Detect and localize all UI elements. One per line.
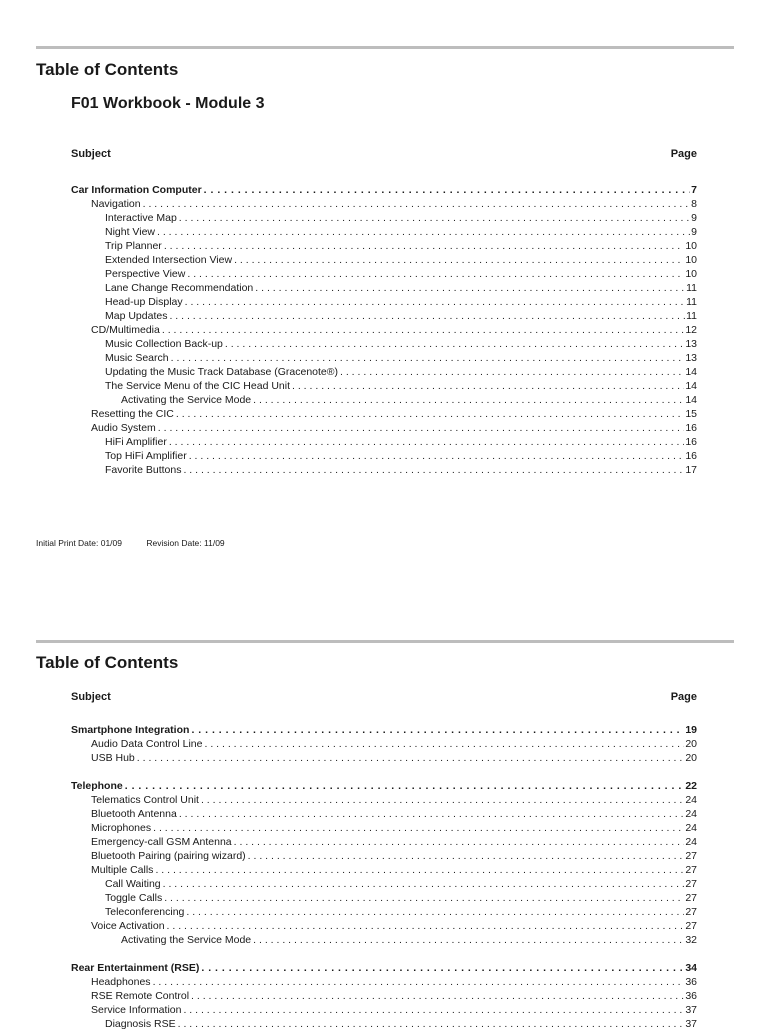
toc-entry-page: 16 — [685, 436, 697, 448]
toc-entry — [91, 835, 697, 849]
toc-entry-page: 14 — [685, 366, 697, 378]
dot-leader — [186, 906, 684, 919]
toc-entry — [91, 919, 697, 933]
toc-entry — [105, 1017, 697, 1031]
dot-leader — [162, 324, 684, 337]
toc-entry-label: Multiple Calls — [91, 864, 154, 876]
toc-entry-page: 27 — [685, 850, 697, 862]
top-rule — [36, 46, 734, 49]
toc-entry-page: 34 — [685, 962, 697, 974]
toc-entry-page: 24 — [685, 822, 697, 834]
toc-entry-label: Lane Change Recommendation — [105, 282, 254, 294]
toc-entry-page: 27 — [685, 878, 697, 890]
toc-entry-label: Voice Activation — [91, 920, 165, 932]
toc-entry — [105, 877, 697, 891]
dot-leader — [185, 296, 685, 309]
toc-entry-page: 36 — [685, 990, 697, 1002]
dot-leader — [169, 436, 684, 449]
toc-entry-label: Updating the Music Track Database (Gracenote®) — [105, 366, 339, 378]
toc-entry — [91, 989, 697, 1003]
toc-entry-label: Resetting the CIC — [91, 408, 174, 420]
toc-entry — [71, 961, 697, 975]
toc-entry — [105, 225, 697, 239]
toc-entry — [91, 737, 697, 751]
toc-entry-page: 37 — [685, 1004, 697, 1016]
toc-entry — [71, 183, 697, 197]
toc-entry-label: Call Waiting — [105, 878, 161, 890]
toc-entry-label: Diagnosis RSE — [105, 1018, 176, 1030]
toc-entry-page: 17 — [685, 464, 697, 476]
toc-entry-page: 14 — [685, 394, 697, 406]
toc-entry-page: 24 — [685, 836, 697, 848]
toc-entry-label: Map Updates — [105, 310, 168, 322]
dot-leader — [234, 836, 685, 849]
toc-title: Table of Contents — [36, 653, 179, 672]
toc-entry-label: Bluetooth Pairing (pairing wizard) — [91, 850, 246, 862]
toc-entry — [105, 281, 697, 295]
toc-entry-page: 10 — [685, 254, 697, 266]
toc-entry-page: 22 — [685, 780, 697, 792]
toc-entry — [105, 211, 697, 225]
toc-entry-page: 12 — [685, 324, 697, 336]
dot-leader — [164, 240, 685, 253]
toc-entry-page: 32 — [685, 934, 697, 946]
toc-entry-page: 27 — [685, 864, 697, 876]
dot-leader — [157, 226, 690, 239]
toc-entry-page: 11 — [686, 296, 697, 308]
dot-leader — [201, 794, 684, 807]
dot-leader — [153, 822, 684, 835]
toc-entry-page: 16 — [685, 450, 697, 462]
toc-entry-label: Favorite Buttons — [105, 464, 182, 476]
toc-entry-label: Service Information — [91, 1004, 182, 1016]
toc-entry-page: 11 — [686, 310, 697, 322]
subject-column-header: Subject — [71, 148, 111, 160]
toc-entry-page: 37 — [685, 1018, 697, 1030]
toc-entry-label: CD/Multimedia — [91, 324, 160, 336]
toc-entry — [105, 379, 697, 393]
toc-entry-page: 27 — [685, 920, 697, 932]
toc-entry — [105, 309, 697, 323]
toc-entry — [105, 905, 697, 919]
dot-leader — [143, 198, 691, 211]
toc-entry-label: RSE Remote Control — [91, 990, 190, 1002]
toc-entry — [105, 365, 697, 379]
toc-entry-page: 19 — [685, 724, 697, 736]
toc-entry-page: 27 — [685, 892, 697, 904]
toc-entry — [71, 723, 697, 737]
toc-entry-label: Navigation — [91, 198, 141, 210]
toc-entry-label: Music Collection Back-up — [105, 338, 223, 350]
dot-leader — [163, 878, 685, 891]
toc-entry-page: 11 — [686, 282, 697, 294]
dot-leader — [255, 282, 685, 295]
toc-entry — [91, 197, 697, 211]
dot-leader — [183, 1004, 684, 1017]
toc-entry-page: 14 — [685, 380, 697, 392]
dot-leader — [158, 422, 685, 435]
toc-entry-label: Activating the Service Mode — [121, 934, 252, 946]
toc-entry — [121, 393, 697, 407]
footer-dates — [36, 538, 247, 548]
toc-entry-page: 27 — [685, 906, 697, 918]
toc-entry-label: Night View — [105, 226, 155, 238]
toc-entry — [105, 239, 697, 253]
page-column-header: Page — [670, 691, 697, 703]
toc-entry — [91, 807, 697, 821]
toc-entry-page: 9 — [691, 226, 697, 238]
initial-print-date: Initial Print Date: 01/09 — [36, 538, 122, 548]
dot-leader — [292, 380, 684, 393]
toc-entry — [105, 253, 697, 267]
toc-entry — [91, 751, 697, 765]
toc-entry — [121, 933, 697, 947]
toc-entry-page: 15 — [685, 408, 697, 420]
dot-leader — [253, 394, 684, 407]
toc-entry-page: 24 — [685, 794, 697, 806]
toc-entry-page: 13 — [685, 352, 697, 364]
toc-entry — [91, 849, 697, 863]
toc-entry-label: Extended Intersection View — [105, 254, 233, 266]
toc-entry-page: 20 — [685, 738, 697, 750]
toc-entry — [91, 863, 697, 877]
toc-entry-label: Activating the Service Mode — [121, 394, 252, 406]
top-rule — [36, 640, 734, 643]
toc-entry-label: Interactive Map — [105, 212, 177, 224]
toc-entry-page: 24 — [685, 808, 697, 820]
toc-entry — [91, 975, 697, 989]
toc-title: Table of Contents — [36, 60, 179, 79]
dot-leader — [171, 352, 685, 365]
dot-leader — [234, 254, 684, 267]
dot-leader — [225, 338, 684, 351]
dot-leader — [178, 1018, 685, 1031]
toc-entry-label: Smartphone Integration — [71, 724, 190, 736]
dot-leader — [205, 738, 685, 751]
dot-leader — [340, 366, 684, 379]
toc-entry — [91, 793, 697, 807]
dot-leader — [189, 450, 685, 463]
dot-leader — [204, 184, 690, 197]
toc-entry — [105, 295, 697, 309]
toc-entry-page: 9 — [691, 212, 697, 224]
toc-entry-page: 8 — [691, 198, 697, 210]
toc-entry — [91, 1003, 697, 1017]
toc-entry — [105, 267, 697, 281]
dot-leader — [125, 780, 685, 793]
toc-entry-label: Telephone — [71, 780, 123, 792]
dot-leader — [164, 892, 684, 905]
dot-leader — [169, 310, 685, 323]
toc-entry-page: 13 — [685, 338, 697, 350]
dot-leader — [179, 212, 690, 225]
toc-entry-label: The Service Menu of the CIC Head Unit — [105, 380, 291, 392]
toc-entry-label: Car Information Computer — [71, 184, 202, 196]
toc-entry-label: Rear Entertainment (RSE) — [71, 962, 200, 974]
workbook-title: F01 Workbook - Module 3 — [71, 95, 265, 112]
toc-entry-page: 20 — [685, 752, 697, 764]
toc-entry — [105, 463, 697, 477]
page-column-header: Page — [670, 148, 697, 160]
toc-entry — [105, 351, 697, 365]
dot-leader — [191, 990, 684, 1003]
toc-entry-label: Microphones — [91, 822, 152, 834]
toc-entry — [105, 449, 697, 463]
toc-entry-label: Audio Data Control Line — [91, 738, 203, 750]
dot-leader — [248, 850, 685, 863]
toc-entry-label: Trip Planner — [105, 240, 162, 252]
toc-entry-label: Headphones — [91, 976, 151, 988]
toc-entry — [91, 821, 697, 835]
dot-leader — [253, 934, 684, 947]
toc-entry-label: Head-up Display — [105, 296, 183, 308]
dot-leader — [153, 976, 685, 989]
toc-entry-label: Perspective View — [105, 268, 186, 280]
toc-entry-label: Bluetooth Antenna — [91, 808, 177, 820]
toc-entry — [91, 407, 697, 421]
toc-entry-page: 36 — [685, 976, 697, 988]
dot-leader — [183, 464, 684, 477]
dot-leader — [176, 408, 684, 421]
toc-entry-label: Audio System — [91, 422, 156, 434]
toc-entry — [105, 435, 697, 449]
toc-entry-label: Emergency-call GSM Antenna — [91, 836, 232, 848]
toc-entry-page: 16 — [685, 422, 697, 434]
toc-entry-label: Music Search — [105, 352, 169, 364]
dot-leader — [137, 752, 685, 765]
toc-entry — [105, 891, 697, 905]
subject-column-header: Subject — [71, 691, 111, 703]
toc-entry-page: 7 — [691, 184, 697, 196]
dot-leader — [155, 864, 684, 877]
revision-date: Revision Date: 11/09 — [146, 538, 225, 548]
toc-entry — [105, 337, 697, 351]
dot-leader — [179, 808, 684, 821]
dot-leader — [167, 920, 685, 933]
toc-entry-label: Telematics Control Unit — [91, 794, 199, 806]
dot-leader — [187, 268, 684, 281]
toc-entry — [91, 421, 697, 435]
toc-entry-label: Teleconferencing — [105, 906, 185, 918]
toc-entry-label: Toggle Calls — [105, 892, 163, 904]
toc-entry-label: Top HiFi Amplifier — [105, 450, 187, 462]
dot-leader — [201, 962, 684, 975]
dot-leader — [191, 724, 684, 737]
toc-entry — [71, 779, 697, 793]
toc-entry — [91, 323, 697, 337]
toc-entry-page: 10 — [685, 240, 697, 252]
toc-entry-page: 10 — [685, 268, 697, 280]
toc-entry-label: USB Hub — [91, 752, 135, 764]
toc-entry-label: HiFi Amplifier — [105, 436, 167, 448]
